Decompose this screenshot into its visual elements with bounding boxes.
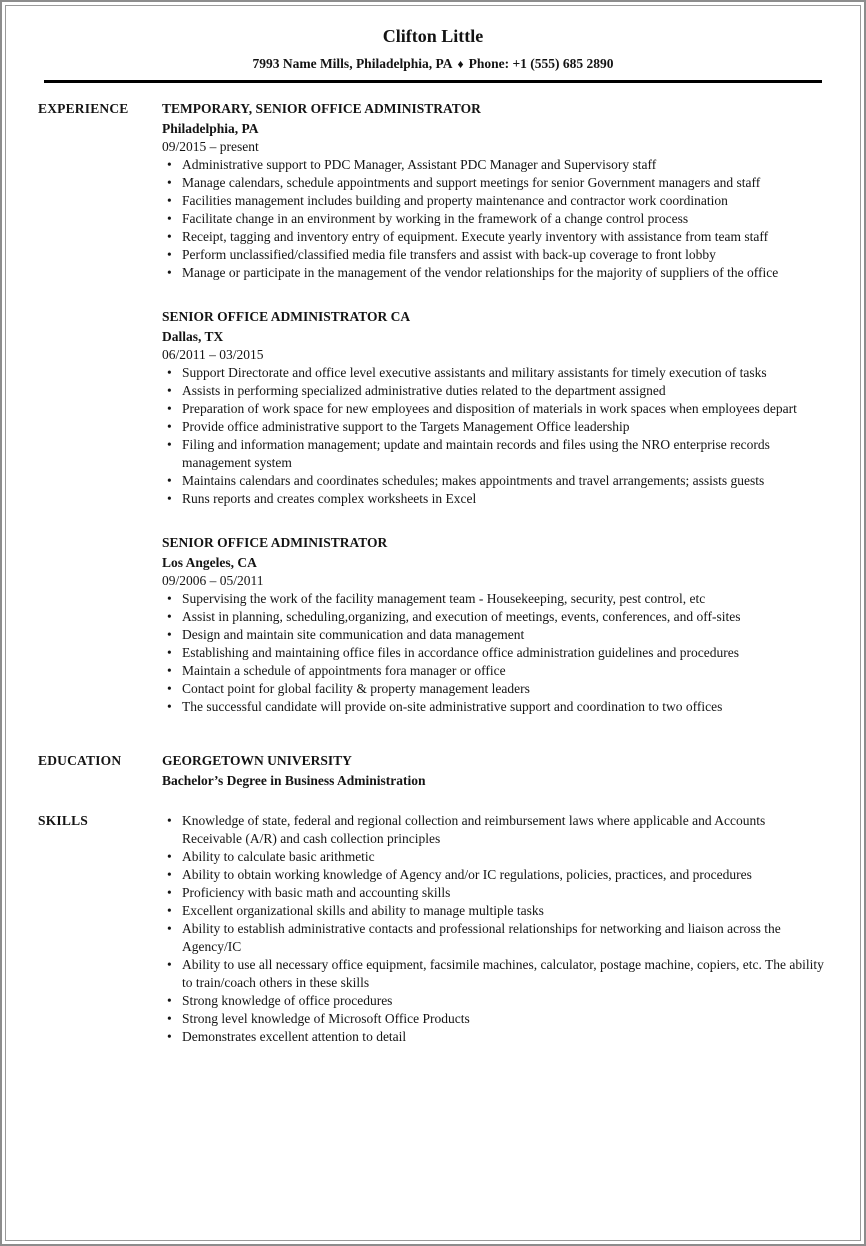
contact-address: 7993 Name Mills, Philadelphia, PA: [252, 56, 453, 71]
skills-body: [162, 812, 828, 1046]
bullet-item: • Assists in performing specialized administrative duties related to the department assigned: [162, 382, 828, 400]
job-bullet-list: [162, 590, 828, 716]
bullet-item: • Supervising the work of the facility management team - Housekeeping, security, pest control, etc: [162, 590, 828, 608]
bullet-item: • Ability to calculate basic arithmetic: [162, 848, 828, 866]
candidate-name: Clifton Little: [382, 26, 484, 46]
education-label: EDUCATION: [38, 753, 122, 768]
job-entry: [162, 534, 828, 716]
section-experience: [38, 100, 828, 716]
bullet-item: • Knowledge of state, federal and regional collection and reimbursement laws where applicable and Accounts Receivable (A/R) and cash collection principles: [162, 812, 828, 848]
bullet-item: • Design and maintain site communication and data management: [162, 626, 828, 644]
skills-bullet-list: [162, 812, 828, 1046]
bullet-item: • Ability to use all necessary office equipment, facsimile machines, calculator, postage machine, copiers, etc. The ability to train/coach others in these skills: [162, 956, 828, 992]
job-location: Los Angeles, CA: [162, 555, 257, 570]
experience-label: EXPERIENCE: [38, 101, 129, 116]
job-title: SENIOR OFFICE ADMINISTRATOR CA: [162, 309, 411, 324]
skills-label: SKILLS: [38, 813, 88, 828]
resume-header: [38, 26, 828, 83]
bullet-item: • Ability to establish administrative contacts and professional relationships for networking and liaison across the Agency/IC: [162, 920, 828, 956]
contact-line: [38, 56, 828, 72]
job-dates: 06/2011 – 03/2015: [162, 347, 264, 362]
job-entry: [162, 100, 828, 282]
bullet-item: • Contact point for global facility & property management leaders: [162, 680, 828, 698]
bullet-item: • Facilitate change in an environment by working in the framework of a change control process: [162, 210, 828, 228]
contact-phone: Phone: +1 (555) 685 2890: [468, 56, 614, 71]
job-location: Philadelphia, PA: [162, 121, 259, 136]
bullet-item: • Administrative support to PDC Manager, Assistant PDC Manager and Supervisory staff: [162, 156, 828, 174]
bullet-item: • Manage calendars, schedule appointments and support meetings for senior Government managers and staff: [162, 174, 828, 192]
bullet-item: • Receipt, tagging and inventory entry of equipment. Execute yearly inventory with assistance from team staff: [162, 228, 828, 246]
job-dates: 09/2015 – present: [162, 139, 259, 154]
header-divider: [44, 80, 822, 83]
bullet-item: • Demonstrates excellent attention to detail: [162, 1028, 828, 1046]
bullet-item: • Strong knowledge of office procedures: [162, 992, 828, 1010]
bullet-item: • Ability to obtain working knowledge of Agency and/or IC regulations, policies, practices, and procedures: [162, 866, 828, 884]
section-education: [38, 752, 828, 790]
bullet-item: • Facilities management includes building and property maintenance and contractor work coordination: [162, 192, 828, 210]
bullet-item: • Strong level knowledge of Microsoft Office Products: [162, 1010, 828, 1028]
bullet-item: • Filing and information management; update and maintain records and files using the NRO enterprise records management system: [162, 436, 828, 472]
job-title: TEMPORARY, SENIOR OFFICE ADMINISTRATOR: [162, 101, 481, 116]
degree: Bachelor’s Degree in Business Administration: [162, 773, 426, 788]
bullet-item: • The successful candidate will provide on-site administrative support and coordination to two offices: [162, 698, 828, 716]
job-bullet-list: [162, 156, 828, 282]
bullet-item: • Proficiency with basic math and accounting skills: [162, 884, 828, 902]
education-body: [162, 752, 828, 790]
bullet-item: • Runs reports and creates complex worksheets in Excel: [162, 490, 828, 508]
bullet-item: • Perform unclassified/classified media file transfers and assist with back-up coverage to front lobby: [162, 246, 828, 264]
bullet-item: • Maintains calendars and coordinates schedules; makes appointments and travel arrangements; assists guests: [162, 472, 828, 490]
job-dates: 09/2006 – 05/2011: [162, 573, 264, 588]
diamond-icon: ♦: [457, 57, 464, 71]
job-entry: [162, 308, 828, 508]
job-title: SENIOR OFFICE ADMINISTRATOR: [162, 535, 388, 550]
bullet-item: • Manage or participate in the management of the vendor relationships for the majority of suppliers of the office: [162, 264, 828, 282]
section-skills: [38, 812, 828, 1046]
bullet-item: • Provide office administrative support to the Targets Management Office leadership: [162, 418, 828, 436]
bullet-item: • Excellent organizational skills and ability to manage multiple tasks: [162, 902, 828, 920]
bullet-item: • Preparation of work space for new employees and disposition of materials in work spaces when employees depart: [162, 400, 828, 418]
school-name: GEORGETOWN UNIVERSITY: [162, 753, 352, 768]
job-bullet-list: [162, 364, 828, 508]
bullet-item: • Maintain a schedule of appointments fora manager or office: [162, 662, 828, 680]
bullet-item: • Establishing and maintaining office files in accordance office administration guidelines and procedures: [162, 644, 828, 662]
job-location: Dallas, TX: [162, 329, 224, 344]
bullet-item: • Support Directorate and office level executive assistants and military assistants for timely execution of tasks: [162, 364, 828, 382]
bullet-item: • Assist in planning, scheduling,organizing, and execution of meetings, events, conferences, and off-sites: [162, 608, 828, 626]
experience-body: [162, 100, 828, 716]
